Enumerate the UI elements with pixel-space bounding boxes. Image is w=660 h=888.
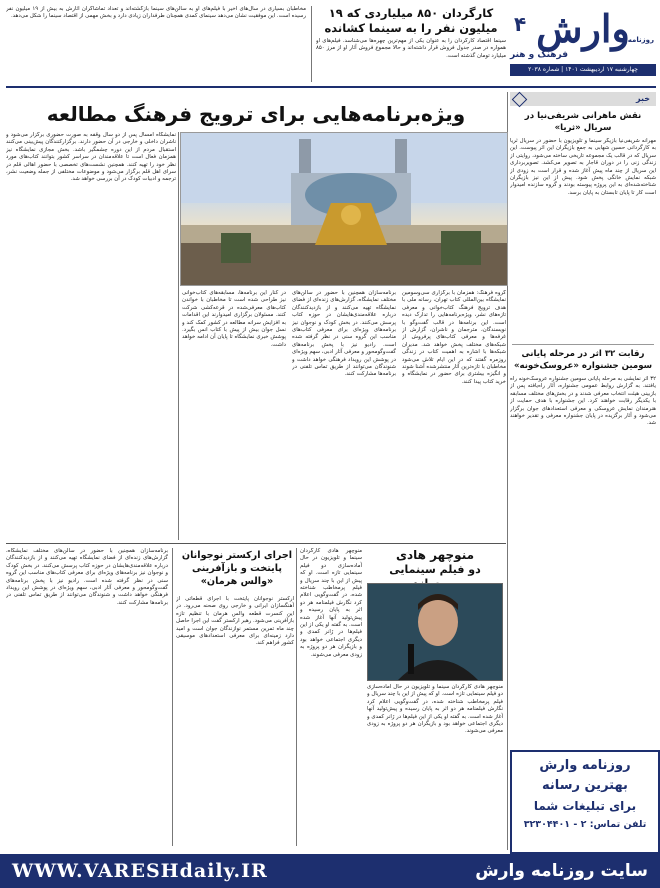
footer-banner (0, 854, 660, 888)
director-portrait-photo (367, 583, 503, 681)
news-section-header (510, 92, 656, 106)
news-item-2-body: ۳۲ اثر نمایشی به مرحله پایانی سومین جشنواره عروسک‌خونه راه یافتند. به گزارش روابط عمومی جشنواره، آثار راه‌یافته پس از بازبینی هیئت انتخاب معرفی شدند و در بخش‌های مختلف مسابقه با یکدیگر رقابت خواهند کرد. این جشنواره با هدف حمایت از هنرمندان نمایش عروسکی و معرفی استعدادهای جوان برگزار می‌شود و آثار برگزیده در پایان جشنواره معرفی و تقدیر خواهند شد. (510, 376, 656, 427)
portrait-story-subtitle[interactable]: دو فیلم سینمایی (389, 563, 481, 576)
top-story-continued: مخاطبان بسیاری در سال‌های اخیر با فیلم‌های او به سالن‌های سینما بازگشته‌اند و تعداد تماشاگران آثارش به بیش از ۱۹ میلیون نفر رسیده است. این موفقیت نشان می‌دهد سینمای کمدی همچنان طرفداران زیادی دارد و بخش مهمی از اقتصاد سینما را شکل می‌دهد. (6, 6, 306, 20)
top-story-body: سینما اقتصاد کارگردان را به عنوان یکی از مهم‌ترین چهره‌ها می‌شناسد. فیلم‌های او همواره در صدر جدول فروش قرار داشته‌اند و حالا مجموع فروش آثار او از مرز ۸۵۰ میلیارد تومان گذشته است. (316, 38, 506, 59)
divider (172, 548, 173, 846)
diamond-icon (512, 92, 528, 108)
website-label: سایت روزنامه وارش (475, 861, 648, 881)
portrait-story-body-col2: منوچهر هادی کارگردان سینما و تلویزیون در حال آماده‌سازی دو فیلم سینمایی تازه است. او که پیش از این با چند سریال و فیلم پرمخاطب شناخته شده، در گفت‌وگویی اعلام کرد نگارش فیلمنامه هر دو اثر به پایان رسیده و پیش‌تولید آنها آغاز شده است. به گفته او یکی از این فیلم‌ها در ژانر کمدی و دیگری اجتماعی خواهد بود و بازیگران هر دو پروژه به زودی معرفی می‌شوند. (300, 548, 362, 658)
news-item-1-title[interactable]: نقش ماهرانی شریفی‌نیا در سریال «ثریا» (524, 111, 642, 133)
page-number: ۴ (514, 12, 527, 36)
book-fair-photo (180, 132, 508, 286)
logo-subtitle: روزنامه (627, 36, 654, 44)
news-item-1-body: مهرانه شریفی‌نیا بازیگر سینما و تلویزیون با حضور در سریال ثریا به کارگردانی حسین شهابی به جمع بازیگران این اثر پیوست. این سریال که در قالب یک مجموعه تاریخی ساخته می‌شود، روایتی از زندگی زنی را در دوران قاجار به تصویر می‌کشد. تصویربرداری این سریال از چند ماه پیش آغاز شده و قرار است به زودی از شبکه نمایش خانگی پخش شود. پیش از این نیز بازیگران شناخته‌شده‌ای به این پروژه پیوسته بودند و گروه سازنده امیدوار است کار تا پایان تابستان به پایان برسد. (510, 138, 656, 196)
news-item-1 (510, 110, 656, 352)
ad-line-3: برای تبلیغات شما (533, 799, 637, 813)
news-item-2-title[interactable]: رقابت ۳۲ اثر در مرحله پایانی سومین جشنواره «عروسک‌خونه» (513, 349, 653, 371)
main-article-col4: نمایشگاه امسال پس از دو سال وقفه به صورت حضوری برگزار می‌شود و ناشران داخلی و خارجی در آن حضور دارند. برگزارکنندگان پیش‌بینی می‌کنند استقبال مردم از این دوره چشمگیر باشد. بخش مجازی نمایشگاه نیز همزمان فعال است تا علاقه‌مندان در سراسر کشور بتوانند کتاب‌های مورد نظر خود را تهیه کنند. همچنین نشست‌های تخصصی با حضور اهالی قلم در سرای اهل قلم برگزار می‌شود و موضوعات مختلفی از جمله وضعیت نشر، ترجمه و ادبیات کودک در آن بررسی خواهد شد. (6, 132, 176, 183)
orchestra-title-line3[interactable]: «والس هرمان» (200, 576, 274, 587)
main-article-col2: برنامه‌سازان همچنین با حضور در سالن‌های مختلف نمایشگاه، گزارش‌های زنده‌ای از فضای نمایشگاه تهیه می‌کنند و از بازدیدکنندگان درباره علاقه‌مندی‌هایشان در حوزه کتاب پرسش می‌کنند. در بخش کودک و نوجوان نیز برنامه‌های ویژه‌ای برای معرفی کتاب‌های مناسب این گروه سنی در نظر گرفته شده است. رادیو نیز با پخش برنامه‌های گفت‌وگومحور و معرفی آثار ادبی، سهم ویژه‌ای در پوشش این رویداد فرهنگی خواهد داشت و شنوندگان می‌توانند از طریق تماس تلفنی در برنامه‌ها مشارکت کنند. (292, 290, 396, 378)
orchestra-story-body: ارکستر نوجوانان پایتخت با اجرای قطعاتی از آهنگسازان ایرانی و خارجی روی صحنه می‌رود. در این کنسرت قطعه والس هرمان با تنظیم تازه بازآفرینی می‌شود. رهبر ارکستر گفت این اجرا حاصل چند ماه تمرین مستمر نوازندگان جوان است و امید دارد زمینه‌ای برای معرفی استعدادهای موسیقی کشور فراهم کند. (176, 596, 294, 647)
divider (296, 548, 297, 846)
orchestra-story-heading (176, 549, 298, 588)
divider (178, 132, 179, 540)
ad-line-1: روزنامه وارش (539, 758, 631, 773)
portrait-story-name[interactable]: منوچهر هادی (395, 548, 475, 562)
news-item-2 (510, 348, 656, 738)
main-headline[interactable]: ویژه‌برنامه‌هایی برای ترویج فرهنگ مطالعه (46, 102, 466, 126)
top-story-title[interactable]: کارگردان ۸۵۰ میلیاردی که ۱۹ میلیون نفر را به سینما کشانده (324, 6, 498, 35)
news-label: خبر (635, 94, 650, 103)
divider (512, 344, 654, 345)
divider (311, 6, 312, 82)
portrait-story-body: منوچهر هادی کارگردان سینما و تلویزیون در حال آماده‌سازی دو فیلم سینمایی تازه است. او که پیش از این با چند سریال و فیلم پرمخاطب شناخته شده، در گفت‌وگویی اعلام کرد نگارش فیلمنامه هر دو اثر به پایان رسیده و پیش‌تولید آنها آغاز شده است. به گفته او یکی از این فیلم‌ها در ژانر کمدی و دیگری اجتماعی خواهد بود و بازیگران هر دو پروژه به زودی معرفی می‌شوند. (367, 684, 503, 735)
website-url[interactable]: WWW.VARESHdaily.IR (12, 860, 268, 882)
divider (6, 543, 506, 544)
main-article-col1: گروه فرهنگ: همزمان با برگزاری سی‌وسومین نمایشگاه بین‌المللی کتاب تهران، رسانه ملی با هدف ترویج فرهنگ کتاب‌خوانی و معرفی تازه‌های نشر، ویژه‌برنامه‌هایی را تدارک دیده است. این برنامه‌ها در قالب گفت‌وگو با نویسندگان، مترجمان و ناشران، گزارش از غرفه‌ها و معرفی کتاب‌های پرفروش از شبکه‌های مختلف پخش خواهد شد. مدیران شبکه‌ها با اشاره به اهمیت کتاب در زندگی روزمره گفتند که در این ایام تلاش می‌شود مخاطبان با تازه‌ترین آثار منتشرشده آشنا شوند و انگیزه بیشتری برای حضور در نمایشگاه و خرید کتاب پیدا کنند. (402, 290, 506, 385)
top-story (316, 6, 506, 82)
orchestra-title-line1[interactable]: اجرای ارکستر نوجوانان (181, 550, 293, 561)
header-rule (6, 86, 656, 88)
newspaper-logo: وارش (536, 6, 630, 51)
main-article-col3: در کنار این برنامه‌ها، مسابقه‌های کتاب‌خوانی نیز طراحی شده است تا مخاطبان با خواندن کتاب‌های معرفی‌شده در قرعه‌کشی شرکت کنند. مسئولان برگزاری امیدوارند این اقدامات به افزایش سرانه مطالعه در کشور کمک کند و نسل جوان بیش از پیش با کتاب انس بگیرد. پوشش خبری نمایشگاه تا پایان آن ادامه خواهد داشت. (182, 290, 286, 348)
section-name: فرهنگ و هنر (510, 50, 568, 60)
ad-phone: تلفن تماس: ۲ - ۳۲۳۰۴۴۰۱ (523, 819, 647, 830)
advertisement-box[interactable] (510, 750, 660, 854)
orchestra-title-line2[interactable]: پایتخت و بازآفرینی (192, 563, 282, 574)
main-article-continued: برنامه‌سازان همچنین با حضور در سالن‌های مختلف نمایشگاه، گزارش‌های زنده‌ای از فضای نمایشگاه تهیه می‌کنند و از بازدیدکنندگان درباره علاقه‌مندی‌هایشان در حوزه کتاب پرسش می‌کنند. در بخش کودک و نوجوان نیز برنامه‌های ویژه‌ای برای معرفی کتاب‌های مناسب این گروه سنی در نظر گرفته شده است. رادیو نیز با پخش برنامه‌های گفت‌وگومحور و معرفی آثار ادبی، سهم ویژه‌ای در پوشش این رویداد فرهنگی خواهد داشت و شنوندگان می‌توانند از طریق تماس تلفنی در برنامه‌ها مشارکت کنند. (6, 548, 168, 606)
ad-line-2: بهترین رسانه (542, 778, 628, 793)
date-line: چهارشنبه ۱۷ اردیبهشت ۱۴۰۱ | شماره ۲۰۳۸ (510, 64, 656, 76)
masthead (510, 6, 656, 78)
